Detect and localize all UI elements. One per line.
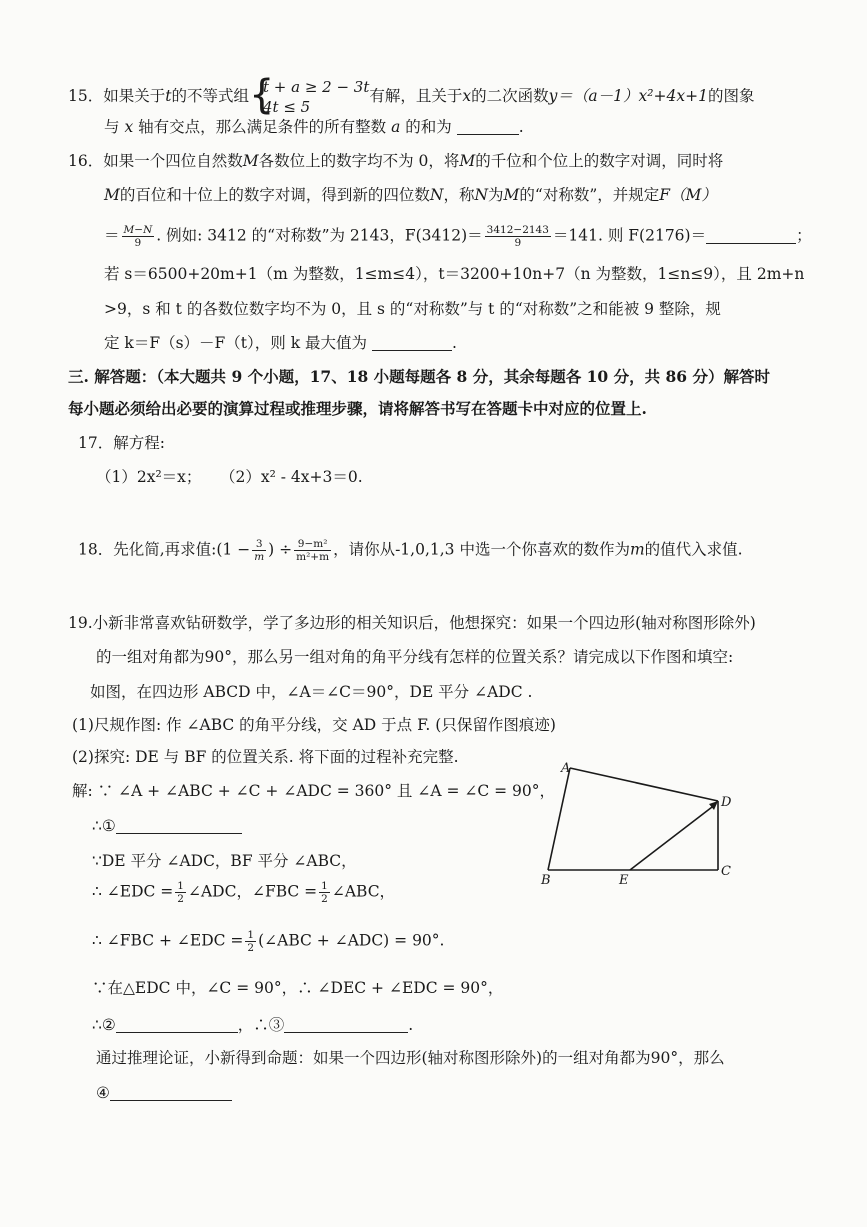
q15-var-x: x [124, 118, 134, 136]
q16-line2 [104, 184, 717, 206]
q15-text: 的不等式组 [171, 87, 249, 105]
frac-num: 3412−2143 [486, 224, 549, 236]
fraction [294, 538, 331, 563]
q16-text: 16．如果一个四位自然数 [68, 152, 243, 170]
q16-text: 的“对称数”，并规定 [519, 186, 660, 204]
q19-step2 [92, 815, 242, 837]
q15-var-t: t [165, 87, 172, 105]
frac-num: 1 [177, 880, 184, 892]
step-text: ∴① [92, 817, 116, 835]
quadrilateral-figure [535, 760, 745, 890]
inequality-row-1: t + a ≥ 2 − 3t [262, 78, 370, 96]
q19-line2: 的一组对角都为90°，那么另一组对角的角平分线有怎样的位置关系？请完成以下作图和填空: [96, 648, 734, 666]
q16-line4: 若 s＝6500+20m+1（m 为整数，1≤m≤4），t＝3200+10n+7（n 为整数，1≤n≤9），且 2m+n [104, 265, 805, 283]
q19-step7 [92, 1014, 413, 1036]
label-E: E [619, 873, 629, 888]
step-text: ④ [96, 1084, 110, 1102]
q15-text: 轴有交点，那么满足条件的所有整数 [138, 118, 387, 136]
q15-text: 的图象 [707, 87, 755, 105]
frac-den: 9 [514, 237, 522, 249]
fraction [485, 224, 551, 249]
step-text: ∠ABC， [331, 882, 396, 901]
fraction-half [319, 880, 330, 905]
step-text: ，∴③ [237, 1016, 285, 1034]
q18-text: ，请你从-1,0,1,3 中选一个你喜欢的数作为 [333, 540, 630, 559]
q17-title: 17．解方程: [78, 434, 165, 452]
q19-last [96, 1082, 232, 1104]
q16-line5: >9，s 和 t 的各数位数字均不为 0，且 s 的“对称数”与 t 的“对称数”之和能被 9 整除，规 [104, 300, 721, 318]
step-text: ∴ ∠FBC + ∠EDC = [92, 931, 244, 950]
q19-step3: ∵DE 平分 ∠ADC，BF 平分 ∠ABC， [92, 852, 357, 870]
step-text: (∠ABC + ∠ADC) = 90°. [258, 931, 445, 950]
q16-text: ＝141. 则 F(2176)＝ [552, 226, 707, 245]
q16-text: 定 k＝F（s）－F（t），则 k 最大值为 [104, 334, 368, 352]
var-m: m [629, 540, 645, 559]
period: . [408, 1016, 414, 1034]
q15-text: 的和为 [405, 118, 452, 136]
answer-blank[interactable] [372, 334, 452, 351]
frac-num: 1 [321, 880, 328, 892]
q15-text: 与 [104, 118, 120, 136]
frac-den: 2 [177, 893, 184, 905]
q19-line4: (1)尺规作图: 作 ∠ABC 的角平分线，交 AD 于点 F. (只保留作图痕迹) [72, 716, 556, 734]
q18-text: 18．先化简,再求值: [78, 540, 217, 559]
q16-text: 为 [488, 186, 504, 204]
inequality-system [248, 72, 370, 118]
step-text: ∠ADC，∠FBC = [187, 882, 318, 901]
period: . [451, 334, 457, 352]
fraction-half [245, 929, 256, 954]
q19-step4 [92, 880, 395, 905]
q17-part1: （1）2x²＝x； [96, 468, 202, 486]
var-M: M [503, 186, 520, 204]
answer-blank-3[interactable] [284, 1016, 408, 1033]
expr: ) ÷ [268, 540, 293, 559]
q15-func: y＝（a－1）x²+4x+1 [548, 87, 708, 105]
expr: (1 − [216, 540, 251, 559]
q19-step6: ∵在△EDC 中，∠C = 90°，∴ ∠DEC + ∠EDC = 90°， [92, 979, 504, 997]
q16-line6 [104, 332, 457, 354]
answer-blank[interactable] [457, 118, 519, 135]
section3-header-line2: 每小题必须给出必要的演算过程或推理步骤，请将解答书写在答题卡中对应的位置上. [68, 399, 647, 418]
var-M: M [104, 186, 120, 204]
inequality-row-2: 4t ≤ 5 [262, 98, 311, 116]
q19-line3: 如图，在四边形 ABCD 中，∠A＝∠C＝90°，DE 平分 ∠ADC . [90, 683, 533, 701]
var-N: N [474, 186, 489, 204]
frac-den: m [254, 551, 265, 563]
frac-num: 3 [252, 538, 266, 551]
q16-text: ，称 [443, 186, 475, 204]
q19-conclusion: 通过推理论证，小新得到命题：如果一个四边形(轴对称图形除外)的一组对角都为90°，那么 [96, 1049, 725, 1067]
frac-den: m²+m [296, 551, 330, 563]
q15-line2 [104, 116, 524, 138]
q16-text: . 例如: 3412 的“对称数”为 2143，F(3412)＝ [156, 226, 483, 245]
q15-line1 [68, 72, 755, 118]
brace-symbol: { [248, 72, 275, 118]
answer-blank[interactable] [706, 227, 796, 244]
q15-var-x: x [462, 87, 472, 105]
q19-line1: 19.小新非常喜欢钻研数学，学了多边形的相关知识后，他想探究：如果一个四边形(轴对称图形除外) [68, 614, 756, 632]
edge-AB [548, 768, 570, 870]
edge-AD [570, 768, 718, 801]
q16-text: 各数位上的数字均不为 0，将 [258, 152, 460, 170]
q18-line [78, 538, 743, 563]
fraction [252, 538, 266, 563]
q16-line1 [68, 150, 723, 172]
frac-den: 2 [247, 942, 255, 954]
q15-text: 15．如果关于 [68, 87, 166, 105]
q17-part2: （2）x² - 4x+3＝0. [220, 468, 363, 486]
q18-text: 的值代入求值. [644, 540, 743, 559]
answer-blank-1[interactable] [116, 817, 242, 834]
frac-den: 2 [321, 893, 328, 905]
q15-text: 的二次函数 [471, 87, 549, 105]
F-M: F（M） [659, 186, 717, 204]
q16-text: ； [796, 226, 812, 245]
q15-text: 有解，且关于 [369, 87, 463, 105]
section3-header-line1: 三. 解答题：（本大题共 9 个小题，17、18 小题每题各 8 分，其余每题各 10 分，共 86 分）解答时 [68, 367, 770, 386]
var-N: N [429, 186, 444, 204]
q19-line5: (2)探究: DE 与 BF 的位置关系. 将下面的过程补充完整. [72, 748, 459, 766]
q16-line3 [104, 224, 812, 249]
answer-blank-2[interactable] [116, 1016, 238, 1033]
period: . [518, 118, 524, 136]
answer-blank-4[interactable] [110, 1084, 232, 1101]
var-M: M [459, 152, 476, 170]
label-B: B [541, 873, 551, 888]
frac-num: 1 [247, 929, 255, 941]
segment-DE [630, 804, 716, 870]
q19-step1: 解: ∵ ∠A + ∠ABC + ∠C + ∠ADC = 360° 且 ∠A = ∠C = 90°， [72, 782, 556, 800]
label-C: C [721, 864, 731, 879]
q16-text: 的百位和十位上的数字对调，得到新的四位数 [119, 186, 430, 204]
fraction [122, 224, 155, 249]
q19-step5 [92, 929, 444, 954]
label-D: D [721, 795, 732, 810]
frac-num: 9−m² [294, 538, 331, 551]
q15-var-a: a [391, 118, 401, 136]
var-M: M [242, 152, 259, 170]
frac-num: M−N [123, 224, 153, 236]
q16-text: 的千位和个位上的数字对调，同时将 [475, 152, 724, 170]
fraction-half [175, 880, 186, 905]
frac-den: 9 [134, 237, 142, 249]
equals-sign: ＝ [104, 226, 120, 245]
label-A: A [561, 761, 571, 776]
step-text: ∴ ∠EDC = [92, 882, 174, 901]
step-text: ∴② [92, 1016, 116, 1034]
